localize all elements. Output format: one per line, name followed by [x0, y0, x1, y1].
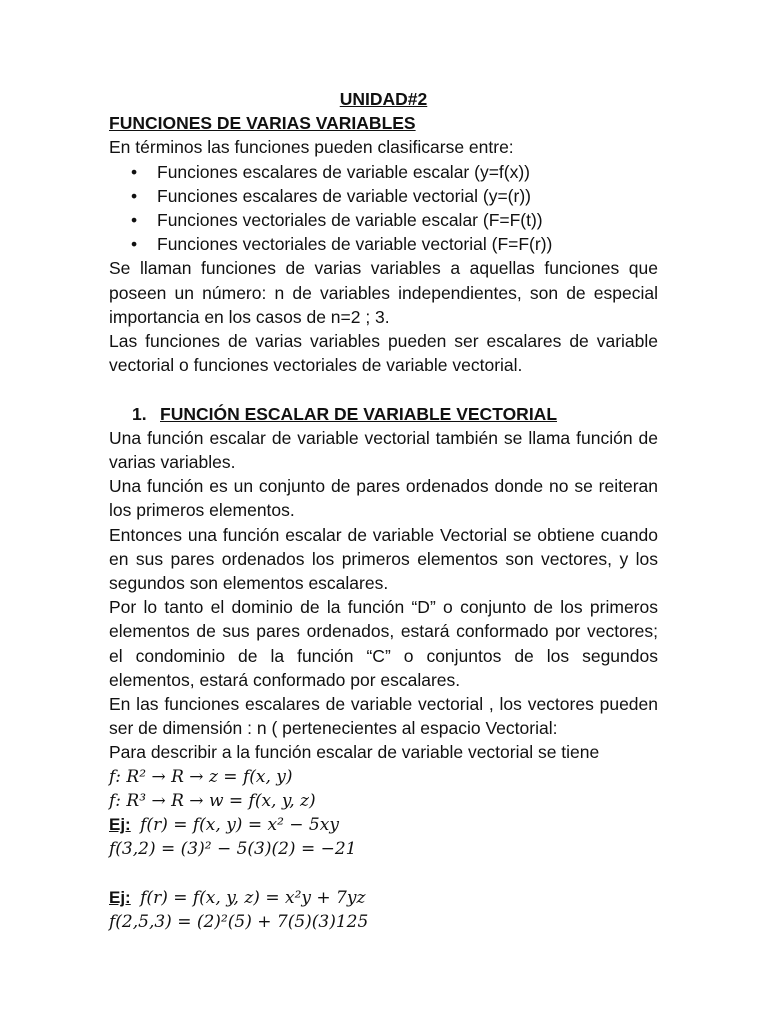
main-heading: FUNCIONES DE VARIAS VARIABLES [109, 113, 416, 134]
paragraph: Entonces una función escalar de variable Vectorial se obtiene cuando en sus pares ordenados los primeros elementos son vectores, y los segundos son elementos escalares. [109, 524, 658, 594]
example-formula: f(r) = f(x, y, z) = x²y + 7yz [140, 887, 366, 908]
list-item: • Funciones vectoriales de variable vectorial (F=F(r)) [109, 232, 658, 256]
section-title: FUNCIÓN ESCALAR DE VARIABLE VECTORIAL [160, 403, 558, 424]
example-label: Ej: [109, 887, 131, 907]
math-mapping: f: R³ → R → w = f(x, y, z) [109, 790, 316, 811]
paragraph: En las funciones escalares de variable vectorial , los vectores pueden ser de dimensión : n ( pertenecientes al espacio Vectorial: [109, 694, 658, 739]
paragraph: Para describir a la función escalar de variable vectorial se tiene [109, 742, 600, 763]
blank-line [109, 377, 658, 401]
list-item: • Funciones vectoriales de variable escalar (F=F(t)) [109, 208, 658, 232]
section-heading [109, 402, 658, 426]
blank-line [109, 861, 658, 885]
paragraph: Una función escalar de variable vectorial también se llama función de varias variables. [109, 427, 658, 473]
intro-text: En términos las funciones pueden clasificarse entre: [109, 137, 514, 158]
paragraph: Se llaman funciones de varias variables a aquellas funciones que poseen un número: n de variables independientes, son de especial importancia en los casos de n=2 ; 3. [109, 258, 658, 327]
example-formula: f(r) = f(x, y) = x² − 5xy [140, 815, 339, 836]
math-mapping: f: R² → R → z = f(x, y) [109, 766, 293, 787]
example-label: Ej: [109, 815, 131, 835]
list-item: • Funciones escalares de variable escalar (y=f(x)) [109, 160, 658, 184]
classification-list [109, 160, 658, 257]
document-content [109, 87, 658, 934]
example-evaluation: f(3,2) = (3)² − 5(3)(2) = −21 [109, 839, 357, 860]
unit-title: UNIDAD#2 [339, 89, 428, 109]
section-number: 1. [132, 403, 147, 424]
paragraph: Las funciones de varias variables pueden ser escalares de variable vectorial o funciones vectoriales de variable vectorial. [109, 331, 658, 376]
paragraph: Una función es un conjunto de pares ordenados donde no se reiteran los primeros elementos. [109, 476, 658, 521]
example-line [109, 813, 658, 837]
list-item: • Funciones escalares de variable vectorial (y=(r)) [109, 184, 658, 208]
paragraph: Por lo tanto el dominio de la función “D” o conjunto de los primeros elementos de sus pares ordenados, estará conformado por vectores; el condominio de la función “C” o conjuntos de los segundos elementos, estará conformado por escalares. [109, 597, 658, 690]
example-evaluation: f(2,5,3) = (2)²(5) + 7(5)(3)125 [109, 911, 369, 932]
example-line [109, 886, 658, 910]
